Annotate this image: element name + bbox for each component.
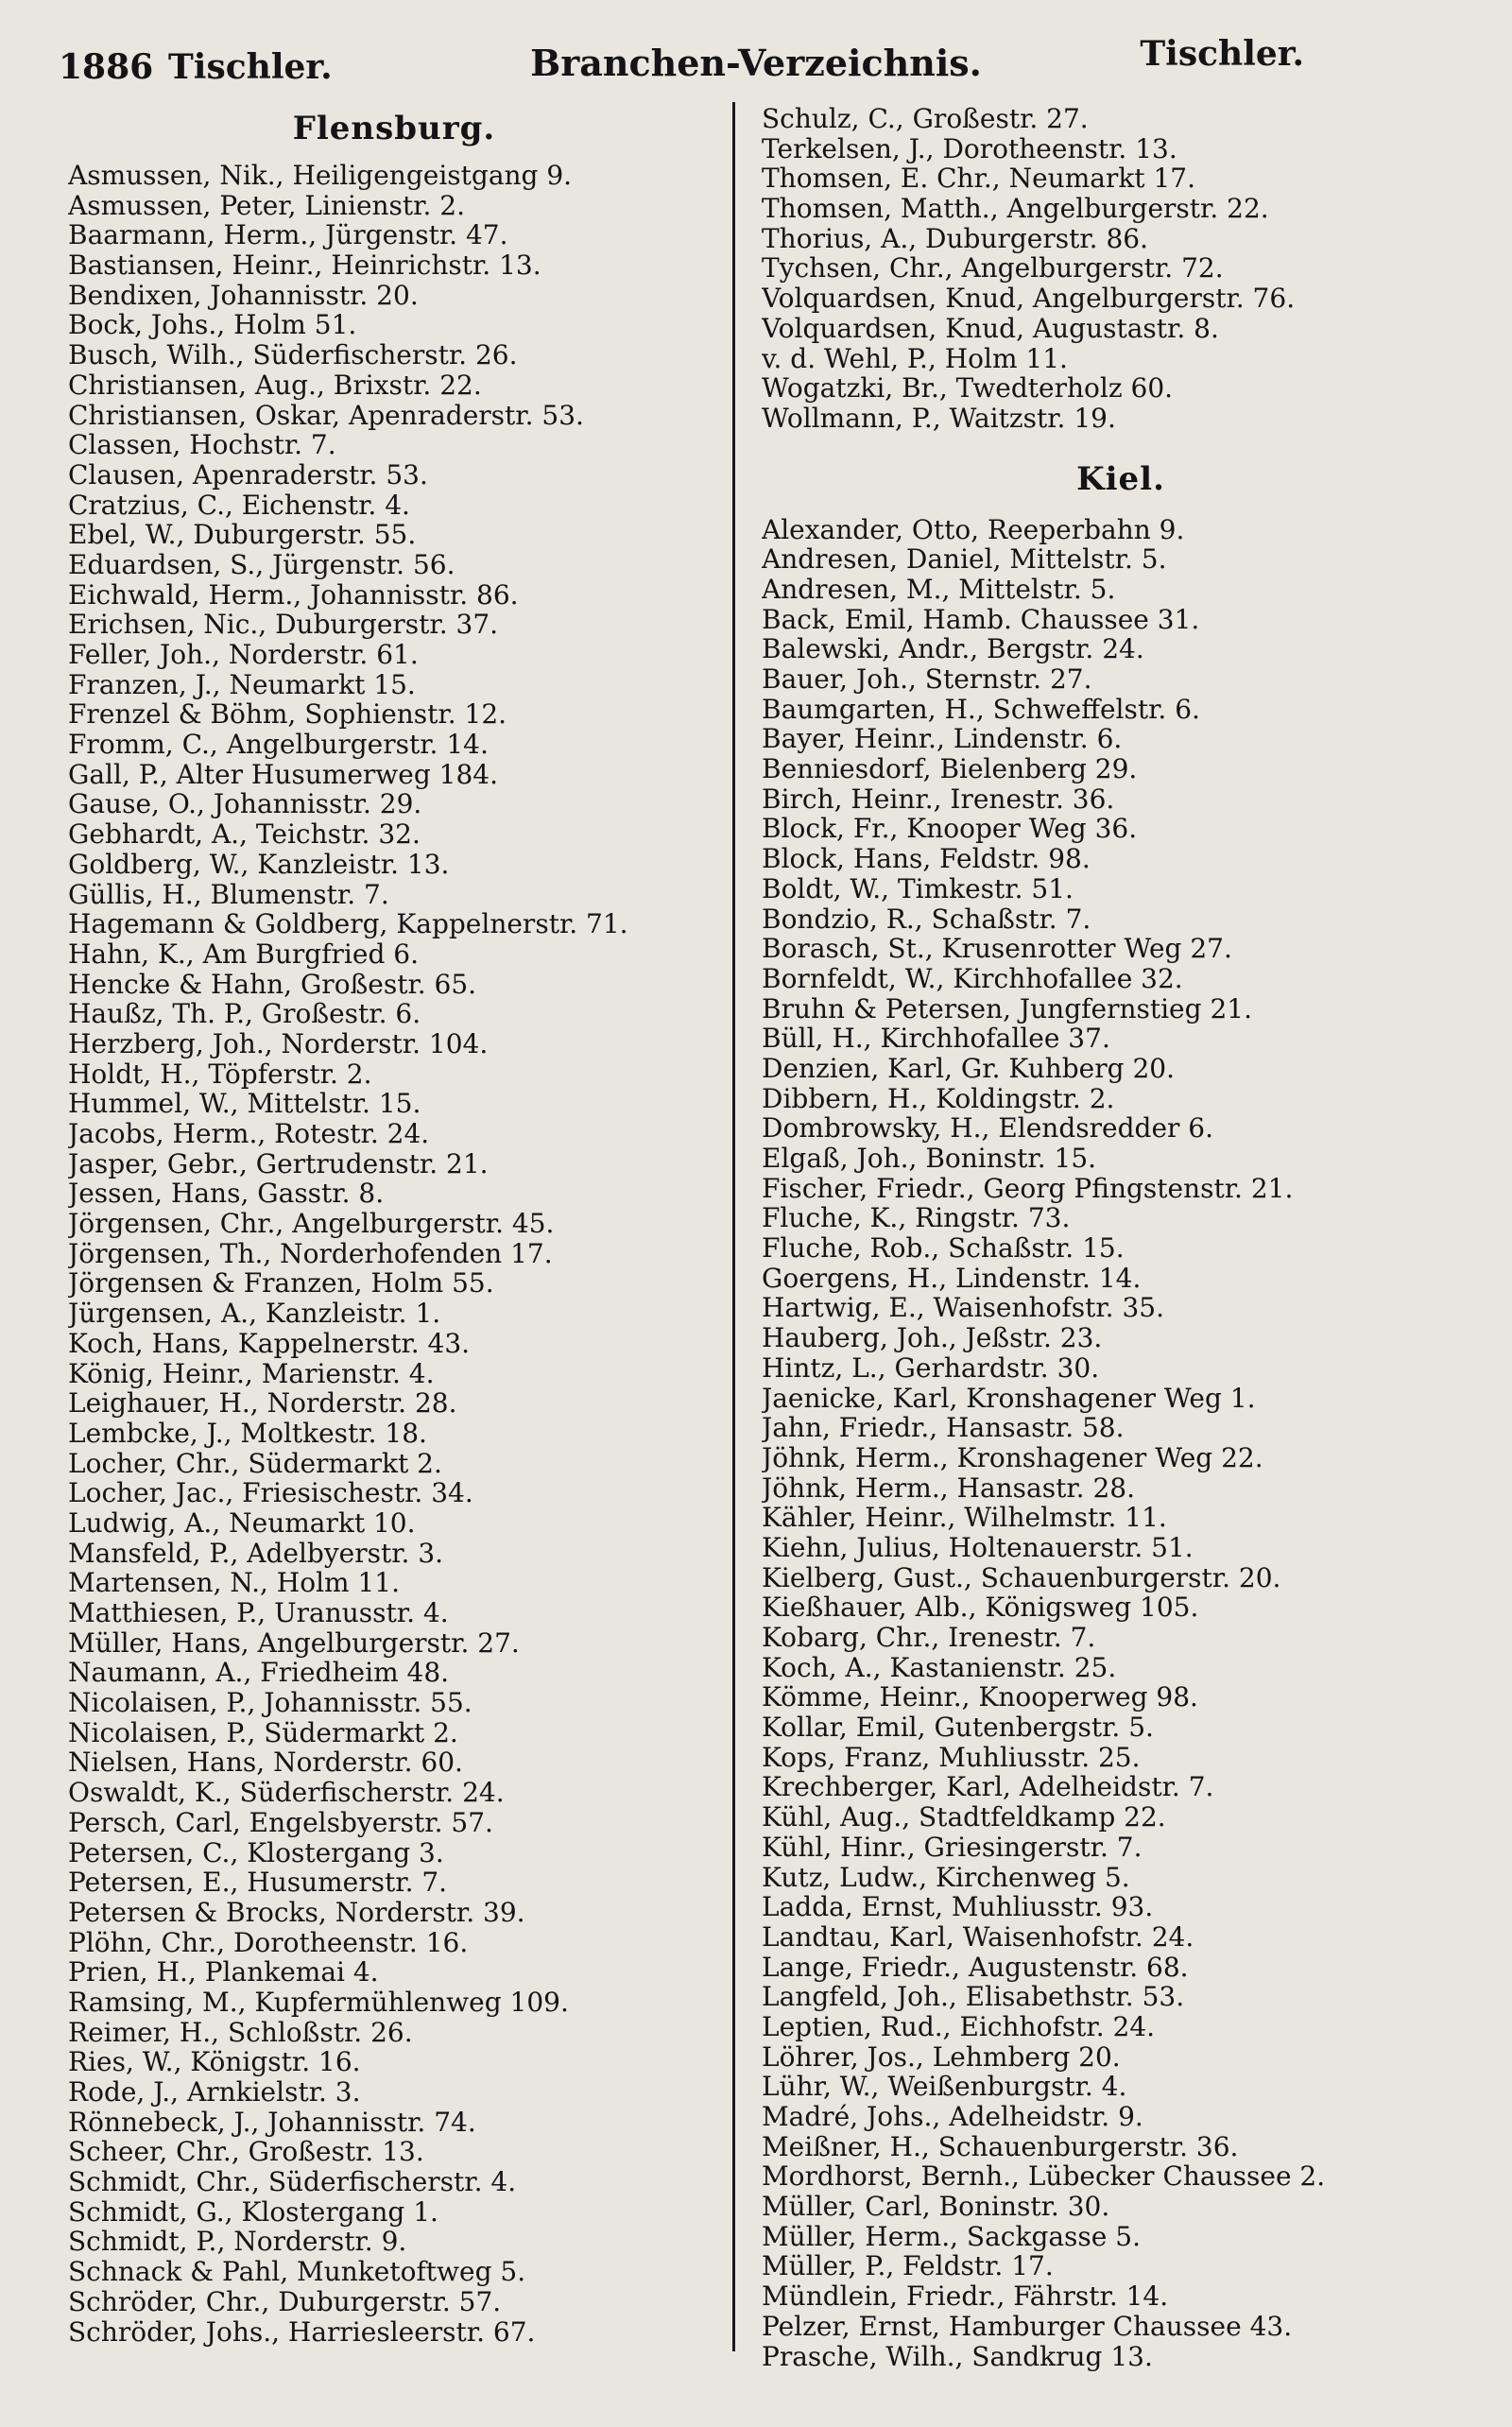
directory-entry: Fromm, C., Angelburgerstr. 14. — [68, 730, 489, 760]
directory-entry: Bock, Johs., Holm 51. — [68, 310, 357, 341]
directory-entry: Madré, Johs., Adelheidstr. 9. — [762, 2102, 1143, 2132]
directory-entry: Kutz, Ludw., Kirchenweg 5. — [762, 1862, 1130, 1893]
directory-entry: Kähler, Heinr., Wilhelmstr. 11. — [762, 1503, 1167, 1533]
directory-entry: Wollmann, P., Waitzstr. 19. — [762, 403, 1116, 434]
directory-entry: Thorius, A., Duburgerstr. 86. — [762, 223, 1148, 254]
directory-entry: Franzen, J., Neumarkt 15. — [68, 669, 416, 700]
directory-entry: Ries, W., Königstr. 16. — [68, 2047, 361, 2077]
flensburg-section — [68, 104, 720, 2347]
directory-entry: Boldt, W., Timkestr. 51. — [762, 873, 1074, 904]
directory-entry: Leighauer, H., Norderstr. 28. — [68, 1388, 457, 1419]
directory-entry: Mündlein, Friedr., Fährstr. 14. — [762, 2281, 1169, 2312]
left-column — [68, 104, 720, 2408]
directory-entry: Plöhn, Chr., Dorotheenstr. 16. — [68, 1927, 469, 1958]
directory-entry: Jaenicke, Karl, Kronshagener Weg 1. — [762, 1383, 1256, 1414]
page-header — [0, 28, 1512, 85]
directory-entry: Holdt, H., Töpferstr. 2. — [68, 1059, 372, 1090]
directory-entry: Schmidt, P., Norderstr. 9. — [68, 2227, 407, 2258]
directory-entry: Thomsen, E. Chr., Neumarkt 17. — [762, 164, 1195, 195]
directory-entry: Locher, Chr., Südermarkt 2. — [68, 1448, 442, 1479]
directory-entry: Schröder, Chr., Duburgerstr. 57. — [68, 2286, 502, 2317]
directory-entry: Eduardsen, S., Jürgenstr. 56. — [68, 549, 455, 580]
header-center-title: Branchen-Verzeichnis. — [530, 42, 982, 84]
kiel-section — [762, 455, 1480, 2372]
right-column — [762, 104, 1480, 2408]
directory-entry: Schnack & Pahl, Munketoftweg 5. — [68, 2257, 526, 2287]
directory-entry: Alexander, Otto, Reeperbahn 9. — [762, 514, 1185, 545]
directory-entry: Scheer, Chr., Großestr. 13. — [68, 2137, 424, 2168]
directory-entry: Jörgensen & Franzen, Holm 55. — [68, 1268, 494, 1300]
city-heading-kiel: Kiel. — [1076, 459, 1165, 498]
directory-entry: Block, Fr., Knooper Weg 36. — [762, 814, 1138, 845]
directory-entry: Lembcke, J., Moltkestr. 18. — [68, 1418, 427, 1449]
directory-entry: Krechberger, Karl, Adelheidstr. 7. — [762, 1772, 1214, 1803]
directory-entry: Büll, H., Kirchhofallee 37. — [762, 1024, 1110, 1054]
directory-entry: Clausen, Apenraderstr. 53. — [68, 459, 428, 491]
directory-entry: Kühl, Hinr., Griesingerstr. 7. — [762, 1832, 1143, 1863]
directory-entry: Lange, Friedr., Augustenstr. 68. — [762, 1952, 1189, 1983]
directory-entry: Asmussen, Peter, Linienstr. 2. — [68, 190, 465, 221]
directory-entry: Prien, H., Plankemai 4. — [68, 1957, 379, 1988]
directory-entry: Müller, P., Feldstr. 17. — [762, 2251, 1054, 2282]
directory-entry: Tychsen, Chr., Angelburgerstr. 72. — [762, 253, 1224, 284]
directory-entry: Kielberg, Gust., Schauenburgerstr. 20. — [762, 1562, 1281, 1593]
directory-entry: Erichsen, Nic., Duburgerstr. 37. — [68, 610, 499, 640]
directory-entry: Kops, Franz, Muhliusstr. 25. — [762, 1742, 1141, 1773]
city-heading-flensburg: Flensburg. — [292, 110, 496, 147]
directory-entry: Busch, Wilh., Süderfischerstr. 26. — [68, 340, 518, 370]
directory-entry: Bornfeldt, W., Kirchhofallee 32. — [762, 963, 1183, 994]
directory-entry: Elgaß, Joh., Boninstr. 15. — [762, 1144, 1097, 1174]
directory-entry: Koch, Hans, Kappelnerstr. 43. — [68, 1328, 471, 1359]
directory-entry: Eichwald, Herm., Johannisstr. 86. — [68, 579, 519, 611]
directory-entry: Koch, A., Kastanienstr. 25. — [762, 1652, 1117, 1683]
directory-entry: Baumgarten, H., Schweffelstr. 6. — [762, 694, 1200, 725]
directory-entry: Hagemann & Goldberg, Kappelnerstr. 71. — [68, 909, 628, 939]
directory-entry: Kühl, Aug., Stadtfeldkamp 22. — [762, 1802, 1166, 1833]
directory-entry: Nielsen, Hans, Norderstr. 60. — [68, 1747, 463, 1779]
directory-entry: Christiansen, Oskar, Apenraderstr. 53. — [68, 400, 584, 431]
directory-entry: Kiehn, Julius, Holtenauerstr. 51. — [762, 1532, 1194, 1563]
directory-entry: Andresen, M., Mittelstr. 5. — [762, 574, 1116, 605]
directory-entry: Gall, P., Alter Husumerweg 184. — [68, 759, 498, 790]
directory-entry: Bastiansen, Heinr., Heinrichstr. 13. — [68, 250, 541, 281]
directory-entry: Schröder, Johs., Harriesleerstr. 67. — [68, 2316, 536, 2348]
directory-entry: Christiansen, Aug., Brixstr. 22. — [68, 370, 482, 401]
directory-entry: Classen, Hochstr. 7. — [68, 430, 336, 460]
directory-entry: Matthiesen, P., Uranusstr. 4. — [68, 1598, 449, 1628]
flensburg-continued-list — [762, 104, 1480, 434]
directory-entry: Back, Emil, Hamb. Chaussee 31. — [762, 604, 1200, 635]
directory-entry: Petersen, E., Husumerstr. 7. — [68, 1868, 448, 1898]
directory-entry: Volquardsen, Knud, Augustastr. 8. — [762, 313, 1219, 344]
directory-entry: Petersen, C., Klostergang 3. — [68, 1837, 444, 1868]
directory-entry: Jacobs, Herm., Rotestr. 24. — [68, 1119, 430, 1149]
directory-entry: Jörgensen, Th., Norderhofenden 17. — [68, 1238, 553, 1269]
directory-entry: Oswaldt, K., Süderfischerstr. 24. — [68, 1778, 505, 1808]
directory-entry: Mansfeld, P., Adelbyerstr. 3. — [68, 1538, 444, 1569]
directory-entry: Kobarg, Chr., Irenestr. 7. — [762, 1623, 1096, 1653]
directory-entry: Goldberg, W., Kanzleistr. 13. — [68, 849, 450, 880]
directory-entry: Feller, Joh., Norderstr. 61. — [68, 640, 419, 670]
directory-entry: Ebel, W., Duburgerstr. 55. — [68, 520, 417, 550]
directory-entry: Dombrowsky, H., Elendsredder 6. — [762, 1113, 1214, 1144]
directory-entry: Goergens, H., Lindenstr. 14. — [762, 1263, 1142, 1294]
directory-entry: Thomsen, Matth., Angelburgerstr. 22. — [762, 194, 1269, 224]
directory-entry: Hintz, L., Gerhardstr. 30. — [762, 1352, 1100, 1384]
directory-entry: Hencke & Hahn, Großestr. 65. — [68, 969, 477, 1000]
column-divider — [732, 102, 735, 2351]
directory-entry: Hummel, W., Mittelstr. 15. — [68, 1089, 421, 1119]
directory-entry: Naumann, A., Friedheim 48. — [68, 1658, 450, 1689]
directory-entry: Bauer, Joh., Sternstr. 27. — [762, 664, 1092, 695]
directory-entry: Gebhardt, A., Teichstr. 32. — [68, 819, 421, 850]
directory-entry: Jasper, Gebr., Gertrudenstr. 21. — [68, 1148, 489, 1179]
directory-entry: Martensen, N., Holm 11. — [68, 1568, 400, 1598]
directory-entry: Terkelsen, J., Dorotheenstr. 13. — [762, 133, 1177, 164]
directory-entry: Langfeld, Joh., Elisabethstr. 53. — [762, 1982, 1185, 2012]
directory-entry: Fischer, Friedr., Georg Pfingstenstr. 21. — [762, 1173, 1294, 1204]
directory-entry: Mordhorst, Bernh., Lübecker Chaussee 2. — [762, 2161, 1326, 2193]
directory-entry: Kömme, Heinr., Knooperweg 98. — [762, 1682, 1198, 1713]
directory-entry: Balewski, Andr., Bergstr. 24. — [762, 634, 1144, 664]
directory-entry: Güllis, H., Blumenstr. 7. — [68, 879, 389, 910]
directory-entry: Kießhauer, Alb., Königsweg 105. — [762, 1592, 1199, 1623]
directory-entry: Rönnebeck, J., Johannisstr. 74. — [68, 2107, 476, 2138]
directory-entry: Fluche, K., Ringstr. 73. — [762, 1203, 1071, 1234]
directory-entry: Leptien, Rud., Eichhofstr. 24. — [762, 2011, 1156, 2042]
directory-entry: Nicolaisen, P., Johannisstr. 55. — [68, 1688, 472, 1718]
directory-entry: Schmidt, Chr., Süderfischerstr. 4. — [68, 2167, 517, 2197]
directory-entry: Block, Hans, Feldstr. 98. — [762, 844, 1091, 874]
directory-entry: Jöhnk, Herm., Hansastr. 28. — [762, 1472, 1136, 1504]
directory-entry: Hahn, K., Am Burgfried 6. — [68, 938, 419, 970]
directory-entry: Persch, Carl, Engelsbyerstr. 57. — [68, 1807, 493, 1838]
directory-entry: Bondzio, R., Schaßstr. 7. — [762, 904, 1091, 935]
directory-entry: Landtau, Karl, Waisenhofstr. 24. — [762, 1921, 1194, 1953]
directory-entry: Jessen, Hans, Gasstr. 8. — [68, 1179, 385, 1210]
directory-entry: Herzberg, Joh., Norderstr. 104. — [68, 1028, 489, 1059]
directory-entry: Hauberg, Joh., Jeßstr. 23. — [762, 1323, 1103, 1353]
directory-entry: Volquardsen, Knud, Angelburgerstr. 76. — [762, 284, 1296, 314]
directory-entry: Baarmann, Herm., Jürgenstr. 47. — [68, 220, 508, 251]
directory-entry: Petersen & Brocks, Norderstr. 39. — [68, 1897, 525, 1928]
directory-entry: Reimer, H., Schloßstr. 26. — [68, 2017, 413, 2048]
directory-entry: Locher, Jac., Friesischestr. 34. — [68, 1478, 473, 1508]
directory-entry: Birch, Heinr., Irenestr. 36. — [762, 783, 1115, 815]
directory-entry: König, Heinr., Marienstr. 4. — [68, 1358, 435, 1389]
directory-entry: Hartwig, E., Waisenhofstr. 35. — [762, 1293, 1165, 1324]
directory-entry: Gause, O., Johannisstr. 29. — [68, 789, 422, 820]
header-right-title: Tischler. — [1140, 34, 1304, 74]
directory-entry: Müller, Herm., Sackgasse 5. — [762, 2221, 1141, 2252]
directory-entry: Cratzius, C., Eichenstr. 4. — [68, 490, 410, 521]
entry-list — [762, 515, 1480, 2372]
directory-entry: Andresen, Daniel, Mittelstr. 5. — [762, 544, 1167, 575]
directory-entry: Schmidt, G., Klostergang 1. — [68, 2196, 438, 2228]
directory-entry: Wogatzki, Br., Twedterholz 60. — [762, 373, 1174, 404]
directory-entry: Bayer, Heinr., Lindenstr. 6. — [762, 724, 1123, 755]
directory-entry: Bruhn & Petersen, Jungfernstieg 21. — [762, 993, 1252, 1024]
directory-entry: Dibbern, H., Koldingstr. 2. — [762, 1083, 1115, 1114]
directory-entry: Lühr, W., Weißenburgstr. 4. — [762, 2072, 1127, 2102]
directory-entry: Ladda, Ernst, Muhliusstr. 93. — [762, 1892, 1154, 1922]
directory-entry: Prasche, Wilh., Sandkrug 13. — [762, 2341, 1153, 2372]
entry-list — [68, 161, 720, 2347]
directory-entry: Asmussen, Nik., Heiligengeistgang 9. — [68, 161, 573, 191]
directory-entry: Rode, J., Arnkielstr. 3. — [68, 2077, 361, 2108]
directory-entry: Müller, Carl, Boninstr. 30. — [762, 2192, 1110, 2222]
directory-entry: Schulz, C., Großestr. 27. — [762, 104, 1089, 134]
directory-entry: Ludwig, A., Neumarkt 10. — [68, 1507, 416, 1539]
directory-entry: Denzien, Karl, Gr. Kuhberg 20. — [762, 1053, 1175, 1084]
directory-entry: Fluche, Rob., Schaßstr. 15. — [762, 1233, 1125, 1264]
directory-entry: Haußz, Th. P., Großestr. 6. — [68, 999, 421, 1029]
directory-entry: Jürgensen, A., Kanzleistr. 1. — [68, 1299, 441, 1329]
directory-entry: Bendixen, Johannisstr. 20. — [68, 280, 419, 311]
directory-entry: Ramsing, M., Kupfermühlenweg 109. — [68, 1987, 569, 2018]
directory-entry: Jöhnk, Herm., Kronshagener Weg 22. — [762, 1442, 1263, 1473]
directory-entry: Müller, Hans, Angelburgerstr. 27. — [68, 1627, 520, 1659]
directory-entry: Jahn, Friedr., Hansastr. 58. — [762, 1413, 1125, 1443]
directory-entry: Meißner, H., Schauenburgerstr. 36. — [762, 2131, 1239, 2162]
directory-entry: Benniesdorf, Bielenberg 29. — [762, 754, 1138, 784]
directory-entry: Nicolaisen, P., Südermarkt 2. — [68, 1717, 458, 1748]
directory-entry: Jörgensen, Chr., Angelburgerstr. 45. — [68, 1209, 555, 1239]
directory-entry: v. d. Wehl, P., Holm 11. — [762, 343, 1068, 374]
directory-entry: Pelzer, Ernst, Hamburger Chaussee 43. — [762, 2311, 1293, 2342]
header-left-title: Tischler. — [168, 47, 333, 87]
directory-entry: Borasch, St., Krusenrotter Weg 27. — [762, 934, 1232, 964]
directory-entry: Löhrer, Jos., Lehmberg 20. — [762, 2041, 1121, 2073]
directory-entry: Frenzel & Böhm, Sophienstr. 12. — [68, 699, 507, 731]
page-number: 1886 — [59, 47, 154, 87]
directory-entry: Kollar, Emil, Gutenbergstr. 5. — [762, 1713, 1154, 1743]
